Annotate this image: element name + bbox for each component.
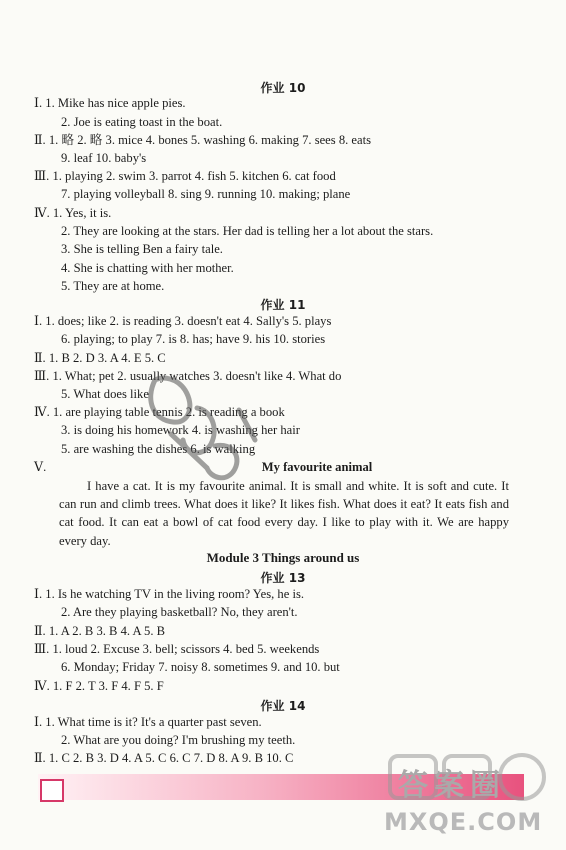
page-number-box <box>40 779 64 802</box>
answer-line: 2. Are they playing basketball? No, they aren't. <box>61 605 298 619</box>
answer-line: 4. She is chatting with her mother. <box>61 261 234 275</box>
essay-paragraph: I have a cat. It is my favourite animal. It is small and white. It is soft and cute. It can run and climb trees. What does it like? It likes fish. What does it eat? It eats fish and cat food. It can eat a bowl of cat food every day. I like to play with it. We are happy every day. <box>59 479 509 548</box>
answer-line: Ⅱ. 1. 略 2. 略 3. mice 4. bones 5. washing 6. making 7. sees 8. eats <box>34 133 371 147</box>
answer-line: Ⅱ. 1. C 2. B 3. D 4. A 5. C 6. C 7. D 8. A 9. B 10. C <box>34 751 294 765</box>
answer-line: 2. Joe is eating toast in the boat. <box>61 115 223 129</box>
answer-line: Ⅲ. 1. What; pet 2. usually watches 3. doesn't like 4. What do <box>34 369 342 383</box>
section-heading-homework-14: 作业 14 <box>260 699 306 713</box>
answer-line: Ⅰ. 1. does; like 2. is reading 3. doesn't eat 4. Sally's 5. plays <box>34 314 332 328</box>
answer-line: 2. They are looking at the stars. Her dad is telling her a lot about the stars. <box>61 224 434 238</box>
watermark-url: MXQE.COM <box>384 808 543 836</box>
answer-line: Ⅲ. 1. playing 2. swim 3. parrot 4. fish 5. kitchen 6. cat food <box>34 169 336 183</box>
answer-line: Ⅰ. 1. Mike has nice apple pies. <box>34 96 186 110</box>
module-title: Module 3 Things around us <box>206 550 360 565</box>
section-heading-homework-11: 作业 11 <box>260 298 306 312</box>
answer-line: 9. leaf 10. baby's <box>61 151 147 165</box>
answer-line: Ⅱ. 1. A 2. B 3. B 4. A 5. B <box>34 624 166 638</box>
watermark-logo-text: 答案圈 <box>398 768 506 803</box>
answer-line: 3. She is telling Ben a fairy tale. <box>61 242 223 256</box>
answer-line: Ⅰ. 1. Is he watching TV in the living room? Yes, he is. <box>34 587 305 601</box>
answer-line: Ⅱ. 1. B 2. D 3. A 4. E 5. C <box>34 351 166 365</box>
answer-line: 3. is doing his homework 4. is washing her hair <box>61 423 300 437</box>
answer-line: 2. What are you doing? I'm brushing my teeth. <box>61 733 296 747</box>
answer-line: Ⅳ. 1. F 2. T 3. F 4. F 5. F <box>34 679 164 693</box>
essay-title: My favourite animal <box>261 460 373 474</box>
section-heading-homework-13: 作业 13 <box>260 571 306 585</box>
stamp-mark-icon <box>115 350 275 500</box>
answer-line: Ⅰ. 1. What time is it? It's a quarter past seven. <box>34 715 262 729</box>
answer-line: Ⅳ. 1. are playing table tennis 2. is reading a book <box>34 405 285 419</box>
answer-line: Ⅲ. 1. loud 2. Excuse 3. bell; scissors 4. bed 5. weekends <box>34 642 320 656</box>
answer-line: 5. They are at home. <box>61 279 165 293</box>
answer-line: 6. playing; to play 7. is 8. has; have 9. his 10. stories <box>61 332 326 346</box>
answer-line: 5. are washing the dishes 6. is walking <box>61 442 256 456</box>
answer-line: Ⅴ. <box>34 460 47 474</box>
answer-line: 5. What does like <box>61 387 149 401</box>
answer-line: 6. Monday; Friday 7. noisy 8. sometimes 9. and 10. but <box>61 660 340 674</box>
answer-line: 7. playing volleyball 8. sing 9. running 10. making; plane <box>61 187 351 201</box>
section-heading-homework-10: 作业 10 <box>260 81 306 95</box>
answer-line: Ⅳ. 1. Yes, it is. <box>34 206 112 220</box>
